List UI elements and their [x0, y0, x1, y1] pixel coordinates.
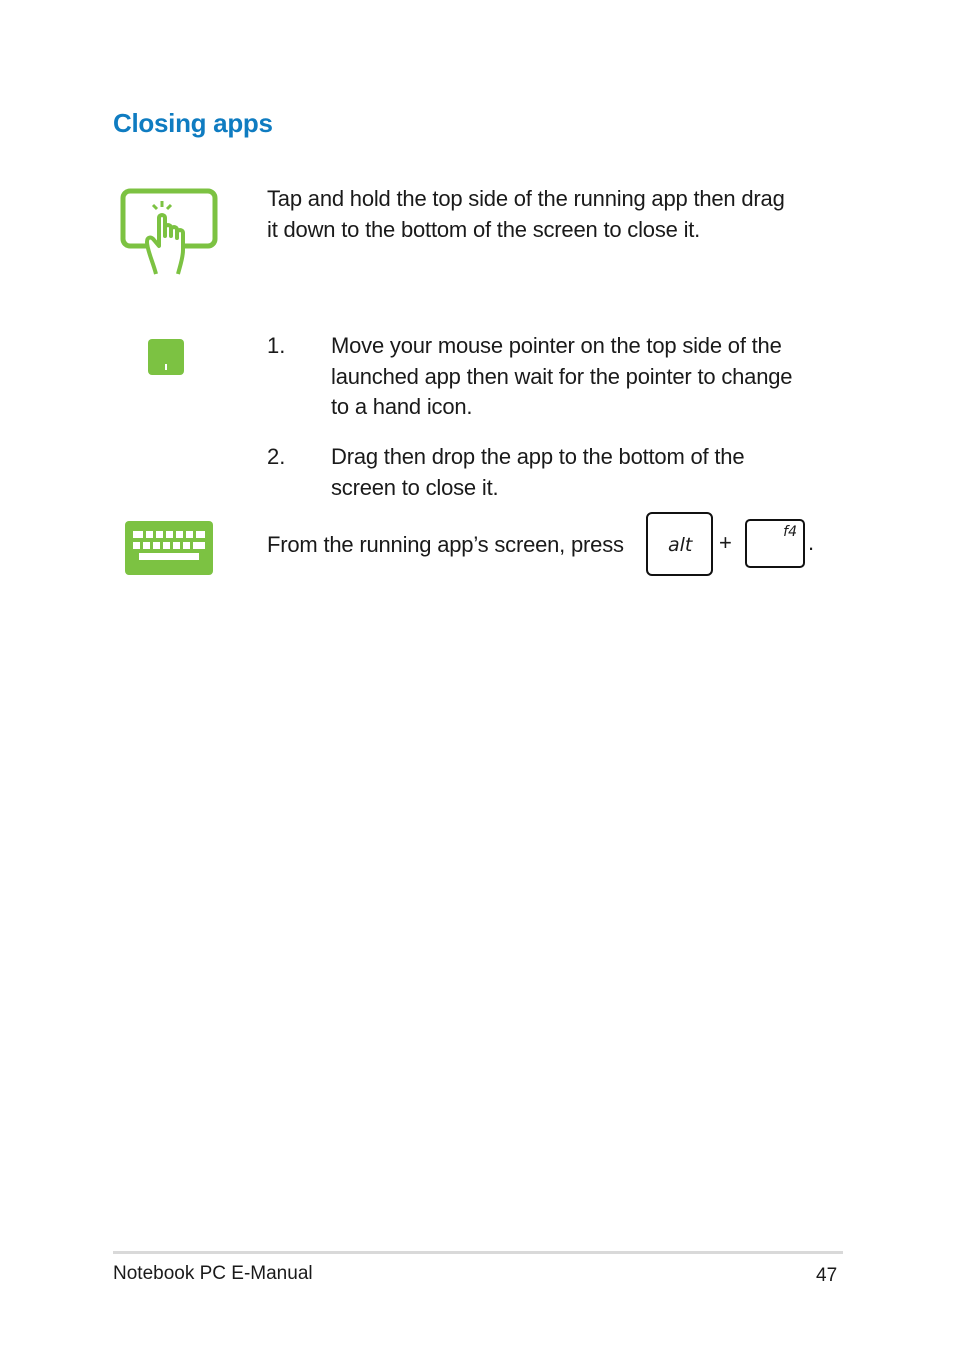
touch-instruction-line: it down to the bottom of the screen to close it.	[267, 216, 701, 242]
step-text-line: to a hand icon.	[331, 394, 473, 419]
keyboard-icon	[125, 521, 213, 575]
f4-key-label: f4	[783, 524, 797, 540]
sentence-period: .	[808, 530, 815, 555]
alt-key	[646, 512, 713, 576]
step-text-line: launched app then wait for the pointer to change	[331, 363, 793, 389]
step-text	[331, 331, 792, 423]
step-text	[331, 442, 744, 503]
touchscreen-tap-hold-icon	[120, 188, 218, 278]
step-text-line: screen to close it.	[331, 474, 499, 500]
step-number: 2.	[267, 444, 286, 469]
touch-instruction-line: Tap and hold the top side of the running app then drag	[267, 186, 785, 211]
footer-manual-title: Notebook PC E-Manual	[113, 1263, 313, 1284]
step-text-line: Move your mouse pointer on the top side of the	[331, 333, 782, 358]
touch-instruction	[267, 184, 785, 245]
step-text-line: Drag then drop the app to the bottom of the	[331, 444, 745, 469]
footer-rule	[113, 1251, 843, 1254]
touchpad-icon	[148, 339, 184, 375]
keyboard-instruction: From the running app’s screen, press	[267, 532, 624, 557]
plus-sign: +	[719, 530, 732, 555]
step-number: 1.	[267, 333, 286, 358]
alt-key-label: alt	[668, 534, 693, 556]
f4-key	[745, 519, 805, 568]
page-number: 47	[816, 1265, 838, 1286]
section-title: Closing apps	[113, 108, 273, 138]
